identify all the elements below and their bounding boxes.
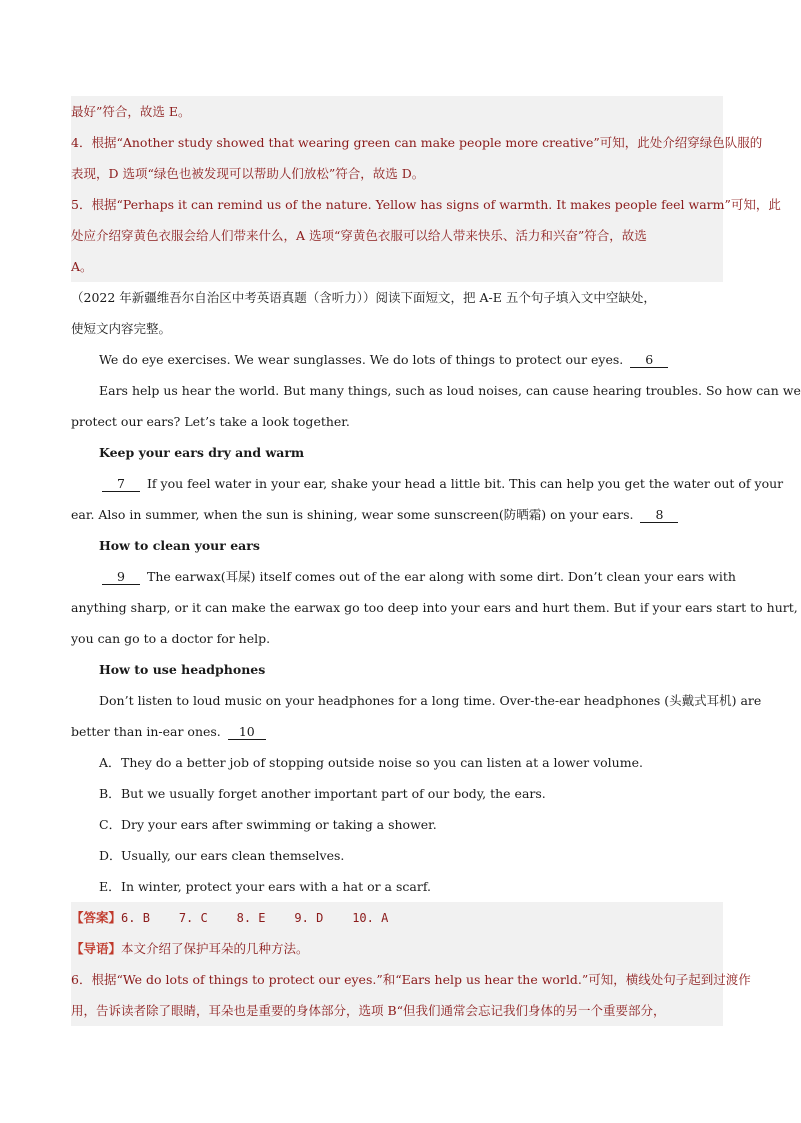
option-text: Usually, our ears clean themselves.: [121, 848, 345, 863]
option-text: But we usually forget another important part of our body, the ears.: [121, 786, 546, 801]
option-text: Dry your ears after swimming or taking a shower.: [121, 817, 437, 832]
option-a: [71, 747, 723, 778]
question-source: 使短文内容完整。: [71, 321, 172, 336]
explanation-item-6-line: 用，告诉读者除了眼睛，耳朵也是重要的身体部分，选项 B“但我们通常会忘记我们身体的另一个重要部分，: [71, 1003, 666, 1018]
options-list: [71, 747, 723, 902]
option-c: [71, 809, 723, 840]
option-letter: D．: [99, 848, 122, 863]
explanation-item-4-line: 表现，D 选项“绿色也被发现可以帮助人们放松”符合，故选 D。: [71, 166, 425, 181]
passage-paragraph-2: Ears help us hear the world. But many things, such as loud noises, can cause hearing troubles. So how can we: [99, 383, 801, 398]
explanation-item-5-line: A。: [71, 259, 93, 274]
blank-8: 8: [640, 508, 678, 523]
explanation-item-4-line: 4．根据“Another study showed that wearing green can make people more creative”可知，此处介绍穿绿色队服的: [71, 135, 763, 150]
answer-line: [71, 902, 723, 933]
passage-paragraph-4: anything sharp, or it can make the earwax go too deep into your ears and hurt them. But if your ears start to hurt,: [71, 600, 798, 615]
option-text: In winter, protect your ears with a hat or a scarf.: [121, 879, 431, 894]
passage-paragraph-4: you can go to a doctor for help.: [71, 631, 271, 646]
paragraph-text: The earwax(耳屎) itself comes out of the ear along with some dirt. Don’t clean your ears with: [146, 569, 736, 584]
document-page: [71, 96, 801, 1026]
paragraph-text: ear. Also in summer, when the sun is shining, wear some sunscreen(防晒霜) on your ears.: [71, 507, 634, 522]
guide-label: 【导语】: [71, 941, 122, 956]
option-b: [71, 778, 723, 809]
option-letter: E．: [99, 879, 121, 894]
blank-7: 7: [102, 477, 140, 492]
guide-line: [71, 933, 723, 964]
previous-explanation-block: [71, 96, 781, 282]
answer-block: [71, 902, 751, 1026]
option-letter: A．: [99, 755, 121, 770]
question-source: （2022 年新疆维吾尔自治区中考英语真题（含听力））阅读下面短文，把 A-E 五个句子填入文中空缺处，: [71, 290, 656, 305]
section-heading: How to clean your ears: [99, 538, 260, 553]
blank-10: 10: [228, 725, 266, 740]
passage-paragraph-3: [71, 468, 784, 499]
passage-paragraph-4: [71, 561, 736, 592]
guide-text: 本文介绍了保护耳朵的几种方法。: [121, 941, 309, 956]
answer-label: 【答案】: [71, 910, 122, 925]
section-heading: How to use headphones: [99, 662, 266, 677]
passage-paragraph-2: protect our ears? Let’s take a look together.: [71, 414, 350, 429]
passage-paragraph-1: [71, 344, 723, 375]
option-e: [71, 871, 723, 902]
answer-text: 6. B 7. C 8. E 9. D 10. A: [121, 911, 389, 925]
option-letter: B．: [99, 786, 121, 801]
explanation-line: 最好”符合，故选 E。: [71, 104, 191, 119]
paragraph-text: better than in-ear ones.: [71, 724, 221, 739]
passage-paragraph-5: Don’t listen to loud music on your headphones for a long time. Over-the-ear headphones (头戴式耳机) are: [99, 693, 762, 708]
passage-paragraph-5: [71, 716, 723, 747]
explanation-item-5-line: 5．根据“Perhaps it can remind us of the nature. Yellow has signs of warmth. It makes people feel warm”可知，此: [71, 197, 781, 212]
explanation-item-5-line: 处应介绍穿黄色衣服会给人们带来什么，A 选项“穿黄色衣服可以给人带来快乐、活力和兴奋”符合，故选: [71, 228, 647, 243]
option-text: They do a better job of stopping outside noise so you can listen at a lower volume.: [121, 755, 643, 770]
blank-6: 6: [630, 353, 668, 368]
option-letter: C．: [99, 817, 122, 832]
section-heading: Keep your ears dry and warm: [99, 445, 305, 460]
paragraph-text: If you feel water in your ear, shake your head a little bit. This can help you get the water out of your: [146, 476, 784, 491]
explanation-item-6-line: 6．根据“We do lots of things to protect our eyes.”和“Ears help us hear the world.”可知，横线处句子起到过渡作: [71, 972, 751, 987]
option-d: [71, 840, 723, 871]
paragraph-text: We do eye exercises. We wear sunglasses. We do lots of things to protect our eyes.: [99, 352, 624, 367]
blank-9: 9: [102, 570, 140, 585]
passage-paragraph-3: [71, 499, 723, 530]
